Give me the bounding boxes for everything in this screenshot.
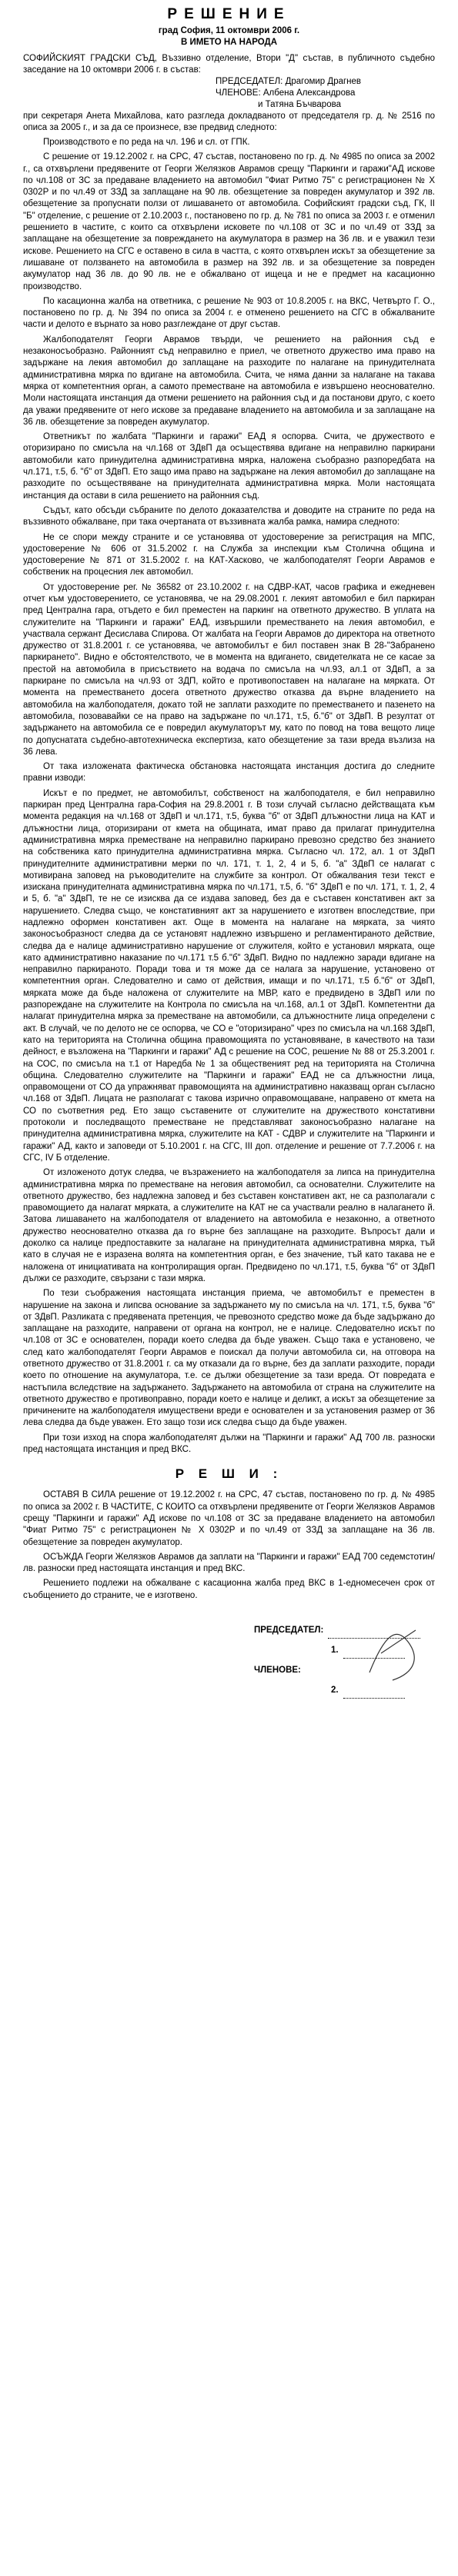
operative-paragraph: ОСТАВЯ В СИЛА решение от 19.12.2002 г. на СРС, 47 състав, постановено по гр. д. № 4985 по описа за 2002 г. В ЧАСТИТЕ, С КОИТО са отхвърлени предявените от Георги Желязков Аврамов срещу "Паркинги и гаражи" АД искове по чл.108 от ЗС за предаване владението на автомобил "Фиат Ритмо 75" с регистрационен № Х 0302Р и по чл.49 от ЗЗД за заплащане на 36 лв. обезщетение за повреден акумулатор. <box>23 1490 435 1547</box>
paragraph: При този изход на спора жалбоподателят дължи на "Паркинги и гаражи" АД 700 лв. разноски пред настоящата инстанция и пред ВКС. <box>23 1433 435 1455</box>
court-intro: СОФИЙСКИЯТ ГРАДСКИ СЪД, Въззивно отделение, Втори "Д" състав, в публичното съдебно заседание на 10 октомври 2006 г. в състав: <box>23 54 435 75</box>
member-1-signature-label: 1. <box>331 1646 339 1656</box>
paragraph: С решение от 19.12.2002 г. на СРС, 47 състав, постановено по гр. д. № 4985 по описа за 2002 г., са отхвърлени предявените от Георги Желязков Аврамов срещу "Паркинги и гаражи"АД искове по чл.108 от ЗС за предаване владението на автомобил "Фиат Ритмо 75" с регистрационен № Х 0302Р и по чл.49 от ЗЗД за заплащане на 90 лв. обезщетение за повреден акумулатор и 392 лв. обезщетение за пропуснати ползи от лишаването от автомобила. Софийският градски съд, ГК, II "Б" отделение, с решение от 2.10.2003 г., постановено по гр. д. № 781 по описа за 2003 г. е отменил решението в частите, с които са отхвърлени исковете по чл.108 от ЗС и по чл.49 от ЗЗД за заплащане на обезщетение за повреждането на акумулатора в размер на 36 лв. и е уважил тези искове. Решението на СГС е оставено в сила в частта, с която отхвърлен искът за обезщетение за лишаване от ползването на автомобила в размер на 392 лв. и за обезщетение за повреден акумулатор над 36 лв. до 90 лв. не е обжалвано от ищеца и не е предмет на касационно производство. <box>23 152 435 291</box>
paragraph: Производството е по реда на чл. 196 и сл. от ГПК. <box>43 138 250 147</box>
member-2-signature-label: 2. <box>331 1686 339 1696</box>
signature-block <box>23 1622 435 1702</box>
paragraph: От така изложената фактическа обстановка настоящата инстанция достига до следните правни изводи: <box>23 762 435 784</box>
operative-paragraph: ОСЪЖДА Георги Желязков Аврамов да заплати на "Паркинги и гаражи" ЕАД 700 седемстотин/ лв. разноски пред настоящата инстанция и пред ВКС. <box>23 1552 435 1574</box>
reasoning-body <box>23 137 435 1456</box>
secretary-line: при секретаря Анета Михайлова, като разгледа докладваното от председателя гр. д. № 2516 по описа за 2005 г., и за да се произнесе, взе предвид следното: <box>23 111 435 132</box>
paragraph: Ответникът по жалбата "Паркинги и гаражи" ЕАД я оспорва. Счита, че дружеството е оторизирано по смисъла на чл.168 от ЗДвП да осъществява вдигане на неправилно паркирани автомобили като принудителна административна мярка, наложена съобразно разпоредбата на чл.171, т.5, б. "б" от ЗДвП. Ето защо има право на задържане на лекия автомобил до заплащане на разходите по осъществяване на принудителната административна мярка. Моли настоящата инстанция да остави в сила решението на районния съд. <box>23 432 435 501</box>
paragraph: По тези съображения настоящата инстанция приема, че автомобилът е преместен в нарушение на закона и липсва основание за задържането му по смисъла на чл. 171, т.5, буква "б" от ЗДвП. Разликата с предявената претенция, че превозното средство може да бъде задържано до заплащане на разходите, направени от органа на контрол, не е налице. Следователно искът по чл.108 от ЗС е основателен, поради което следва да бъде уважен. Също така е установено, че след като жалбоподателят Георги Аврамов е поискал да получи автомобила си, на отговора на ответното дружество от 31.8.2001 г. са му отказали да го върне, без да заплати разходите, поради което по отношение на акумулатора, т.е. се дължи обезщетение за тази вреда. От повредата е настъпила вследствие на задържането. Задържането на автомобила от страна на служителите на ответното дружество е противоправно, поради което е налице и деликт, а искът за обезщетение за причинените на жалбоподателя имуществени вреди е основателен и за установения размер от 36 лева следва да бъде уважен. Ето защо този иск следва също да бъде уважен. <box>23 1289 435 1428</box>
operative-paragraph: Решението подлежи на обжалване с касационна жалба пред ВКС в 1-едномесечен срок от съобщението до страните, че е изготвено. <box>23 1579 435 1600</box>
panel-members-1: ЧЛЕНОВЕ: Албена Александрова <box>216 88 356 98</box>
in-the-name-of-the-people: В ИМЕТО НА НАРОДА <box>180 38 278 47</box>
handwritten-signature-mark <box>362 1619 423 1688</box>
panel-members-2: и Татяна Бъчварова <box>258 100 341 109</box>
document-title: РЕШЕНИЕ <box>167 6 291 22</box>
paragraph: От изложеното дотук следва, че възражението на жалбоподателя за липса на принудителна административна мярка по преместване на неговия автомобил, са основателни. Служителите на ответното дружество, без надлежна заповед и без съставен констативен акт, не са разполагали с правомощието да налагат мярката, а служителите на КАТ не са участвали реално в налагането й. Затова лишаването на жалбоподателя от владението на автомобила е незаконно, а ответното дружество неоснователно отказва да го върне без заплащане на разходите. Въпросът дали и доколко са налице предпоставките за налагане на принудителната административна мярка, тъй като в случая не е изразена волята на компетентния орган, е без значение, тъй като такава не е наложена от инициативата на контролиращия орган. Предвидено по чл.171, т.5, буква "б" от ЗДвП дължи се разходите, свързани с тази мярка. <box>23 1168 435 1283</box>
panel-chair: ПРЕДСЕДАТЕЛ: Драгомир Драгнев <box>216 77 362 86</box>
paragraph: Искът е по предмет, не автомобилът, собственост на жалбоподателя, е бил неправилно паркиран пред Централна гара-София на 29.8.2001 г. В този случай съгласно действащата към момента редакция на чл.168 от ЗДвП и чл.171, т.5, буква "б" от ЗДвП длъжностни лица на КАТ и длъжностни лица, оторизирани от кмета на общината, имат право да прилагат принудителна административна мярка преместване на неправилно паркирано превозно средство без знанието на собственика като принудителна административна мярка. Съгласно чл. 172, ал. 1 от ЗДвП принудителните административни мерки по чл. 171, т. 1, 2, 4 и 5, б. "а" ЗДвП се налагат с мотивирана заповед на ръководителите на службите за контрол. От обжалвания тези текст е изискана принудителната административна мярка по чл.171, т.5, б. "б" ЗДвП е по чл. 171, т. 1, 2, 4 и 5, б. "а" ЗДвП, те не се изисква да се издава заповед, без да е съставен констативен акт за нарушението. Следва също, че констативният акт за нарушението е изготвен впоследствие, при надлежно оформен констативен акт. Още в момента на налагане на мярката, за чиято законосъобразност следва да се установят надлежно извършено и регламентираното действие, следва да е налице административно нарушение от служителя, който е установил мярката, още като административно наказание по чл.171 т.5 б."б" ЗДвП. Видно по надлежно заради вдигане на неправилно паркираното. Поради това и тя може да се налага за нарушение, установено от компетентния орган. Следователно и само от действия, имащи и по чл.171, т.5 б."б" от ЗДвП, мярката може да бъде наложена от служителите на МВР, като е предвидено в ЗДвП или по разпореждане на служителите на Контрола по смисъла на чл.168, ал.1 от ЗДвП. Компетентни да налагат принудителна мярка за преместване на автомобили, са длъжностните лица определени с акт. В случай, че по делото не се оспорва, че СО е "оторизирано" чрез по смисъла на чл.168 ЗДвП, като на територията на Столична община правомощията по установяване, в качеството на тази дейност, е възложена на "Паркинги и гаражи" АД с решение на СОС, решение № 88 от 25.3.2001 г. на СОС, по смисъла на т.1 от Наредба № 1 за общественият ред на територията на Столична община. Следователно служителите на "Паркинги и гаражи" ЕАД не са длъжностни лица, оправомощени от СО да упражняват правомощията на административно наказващ орган съгласно чл.168 от ЗДвП. Лицата не разполагат с такова изрично оправомощаване, направено от кмета на СО по съответния ред. Ето защо съставените от служителите на дружеството констативни протоколи и последващото преместване не представляват законосъобразно налагане на принудителна административна мярка, служителите на КАТ - СДВР и служителите на "Паркинги и гаражи" АД, както и заповеди от 5.10.2001 г. на СГС, III доп. отделение и решение от 7.7.2006 г. на СГС, IV Б отделение. <box>23 788 435 1163</box>
chair-signature-label: ПРЕДСЕДАТЕЛ: <box>254 1626 324 1636</box>
court-panel <box>23 76 435 111</box>
paragraph: Съдът, като обсъди събраните по делото доказателства и доводите на страните по реда на въззивното обжалване, при така очертаната от въззивната жалба рамка, намира следното: <box>23 505 435 528</box>
paragraph: Не се спори между страните и се установява от удостоверение за регистрация на МПС, удостоверение № 606 от 31.5.2002 г. на Служба за инспекции към Столична община и удостоверение № 871 от 31.5.2002 г. на КАТ-Хасково, че жалбоподателят Георги Аврамов е собственик на процесния лек автомобил. <box>23 532 435 577</box>
operative-part <box>23 1489 435 1602</box>
member-2-signature-line <box>343 1698 405 1699</box>
document-date-line: град София, 11 октомври 2006 г. <box>158 26 300 35</box>
paragraph: По касационна жалба на ответника, с решение № 903 от 10.8.2005 г. на ВКС, Четвърто Г. О., постановено по гр. д. № 394 по описа за 2004 г. е отменено решението на СГС в обжалваните части и делото е върнато за ново разглеждане от друг състав. <box>23 296 435 330</box>
members-signature-label: ЧЛЕНОВЕ: <box>254 1666 301 1676</box>
paragraph: Жалбоподателят Георги Аврамов твърди, че решението на районния съд е незаконосъобразно. Районният съд неправилно е приел, че ответното дружество има право на задържане на лекия автомобил до заплащане на разходите по налагане на принудителната административна мярка по вдигане на автомобила. Счита, че няма данни за налагане на такава мярка от компетентния орган, а самото преместване на автомобила е извършено неоснователно. Моли настоящата инстанция да отмени решението на районния съд и да постанови друго, с което да уважи предявените от него искове за предаване владението на автомобила и за заплащане на 36 лв. обезщетение за повреден акумулатор. <box>23 334 435 427</box>
paragraph: От удостоверение рег. № 36582 от 23.10.2002 г. на СДВР-КАТ, часов графика и ежедневен отчет към удостоверението, се установява, че на 29.08.2001 г. лекият автомобил е бил паркиран пред Централна гара, отъдето е бил преместен на паркинг на ответното дружество. В уплата на служителите на "Паркинги и гаражи" ЕАД, извършили преместването на лекия автомобил, е участвала сержант Десислава Спирова. От жалбата на Георги Аврамов до директора на ответното дружество от 31.8.2001 г. се установява, че автомобилът е бил поставен знак В 28-"Забранено паркирането". Видно е обстоятелството, че в момента на вдигането, свидетелката не се касае за престой на автомобила в присъствието на водача по смисъла на чл.93, ал.1 от ЗДвП, а за паркиране по смисъла на чл.93 от ЗДП, който е противопоставен на налагане на мярката. От момента на преместването досега ответното дружество отказва да върне владението на автомобила на жалбоподателя, докато той не заплати разходите по преместването и пазенето на автомобила, позовавайки се на право на задържане по чл.171, т.5, б."б" от ЗДвП. В резултат от задържането на автомобила се е повредил акумулаторът му, като по повод на това вещото лице по допуснатата съдебно-автотехническа експертиза, като обезщетение за тази вреда възлиза на 36 лева. <box>23 582 435 757</box>
decides-heading: Р Е Ш И : <box>175 1466 283 1482</box>
